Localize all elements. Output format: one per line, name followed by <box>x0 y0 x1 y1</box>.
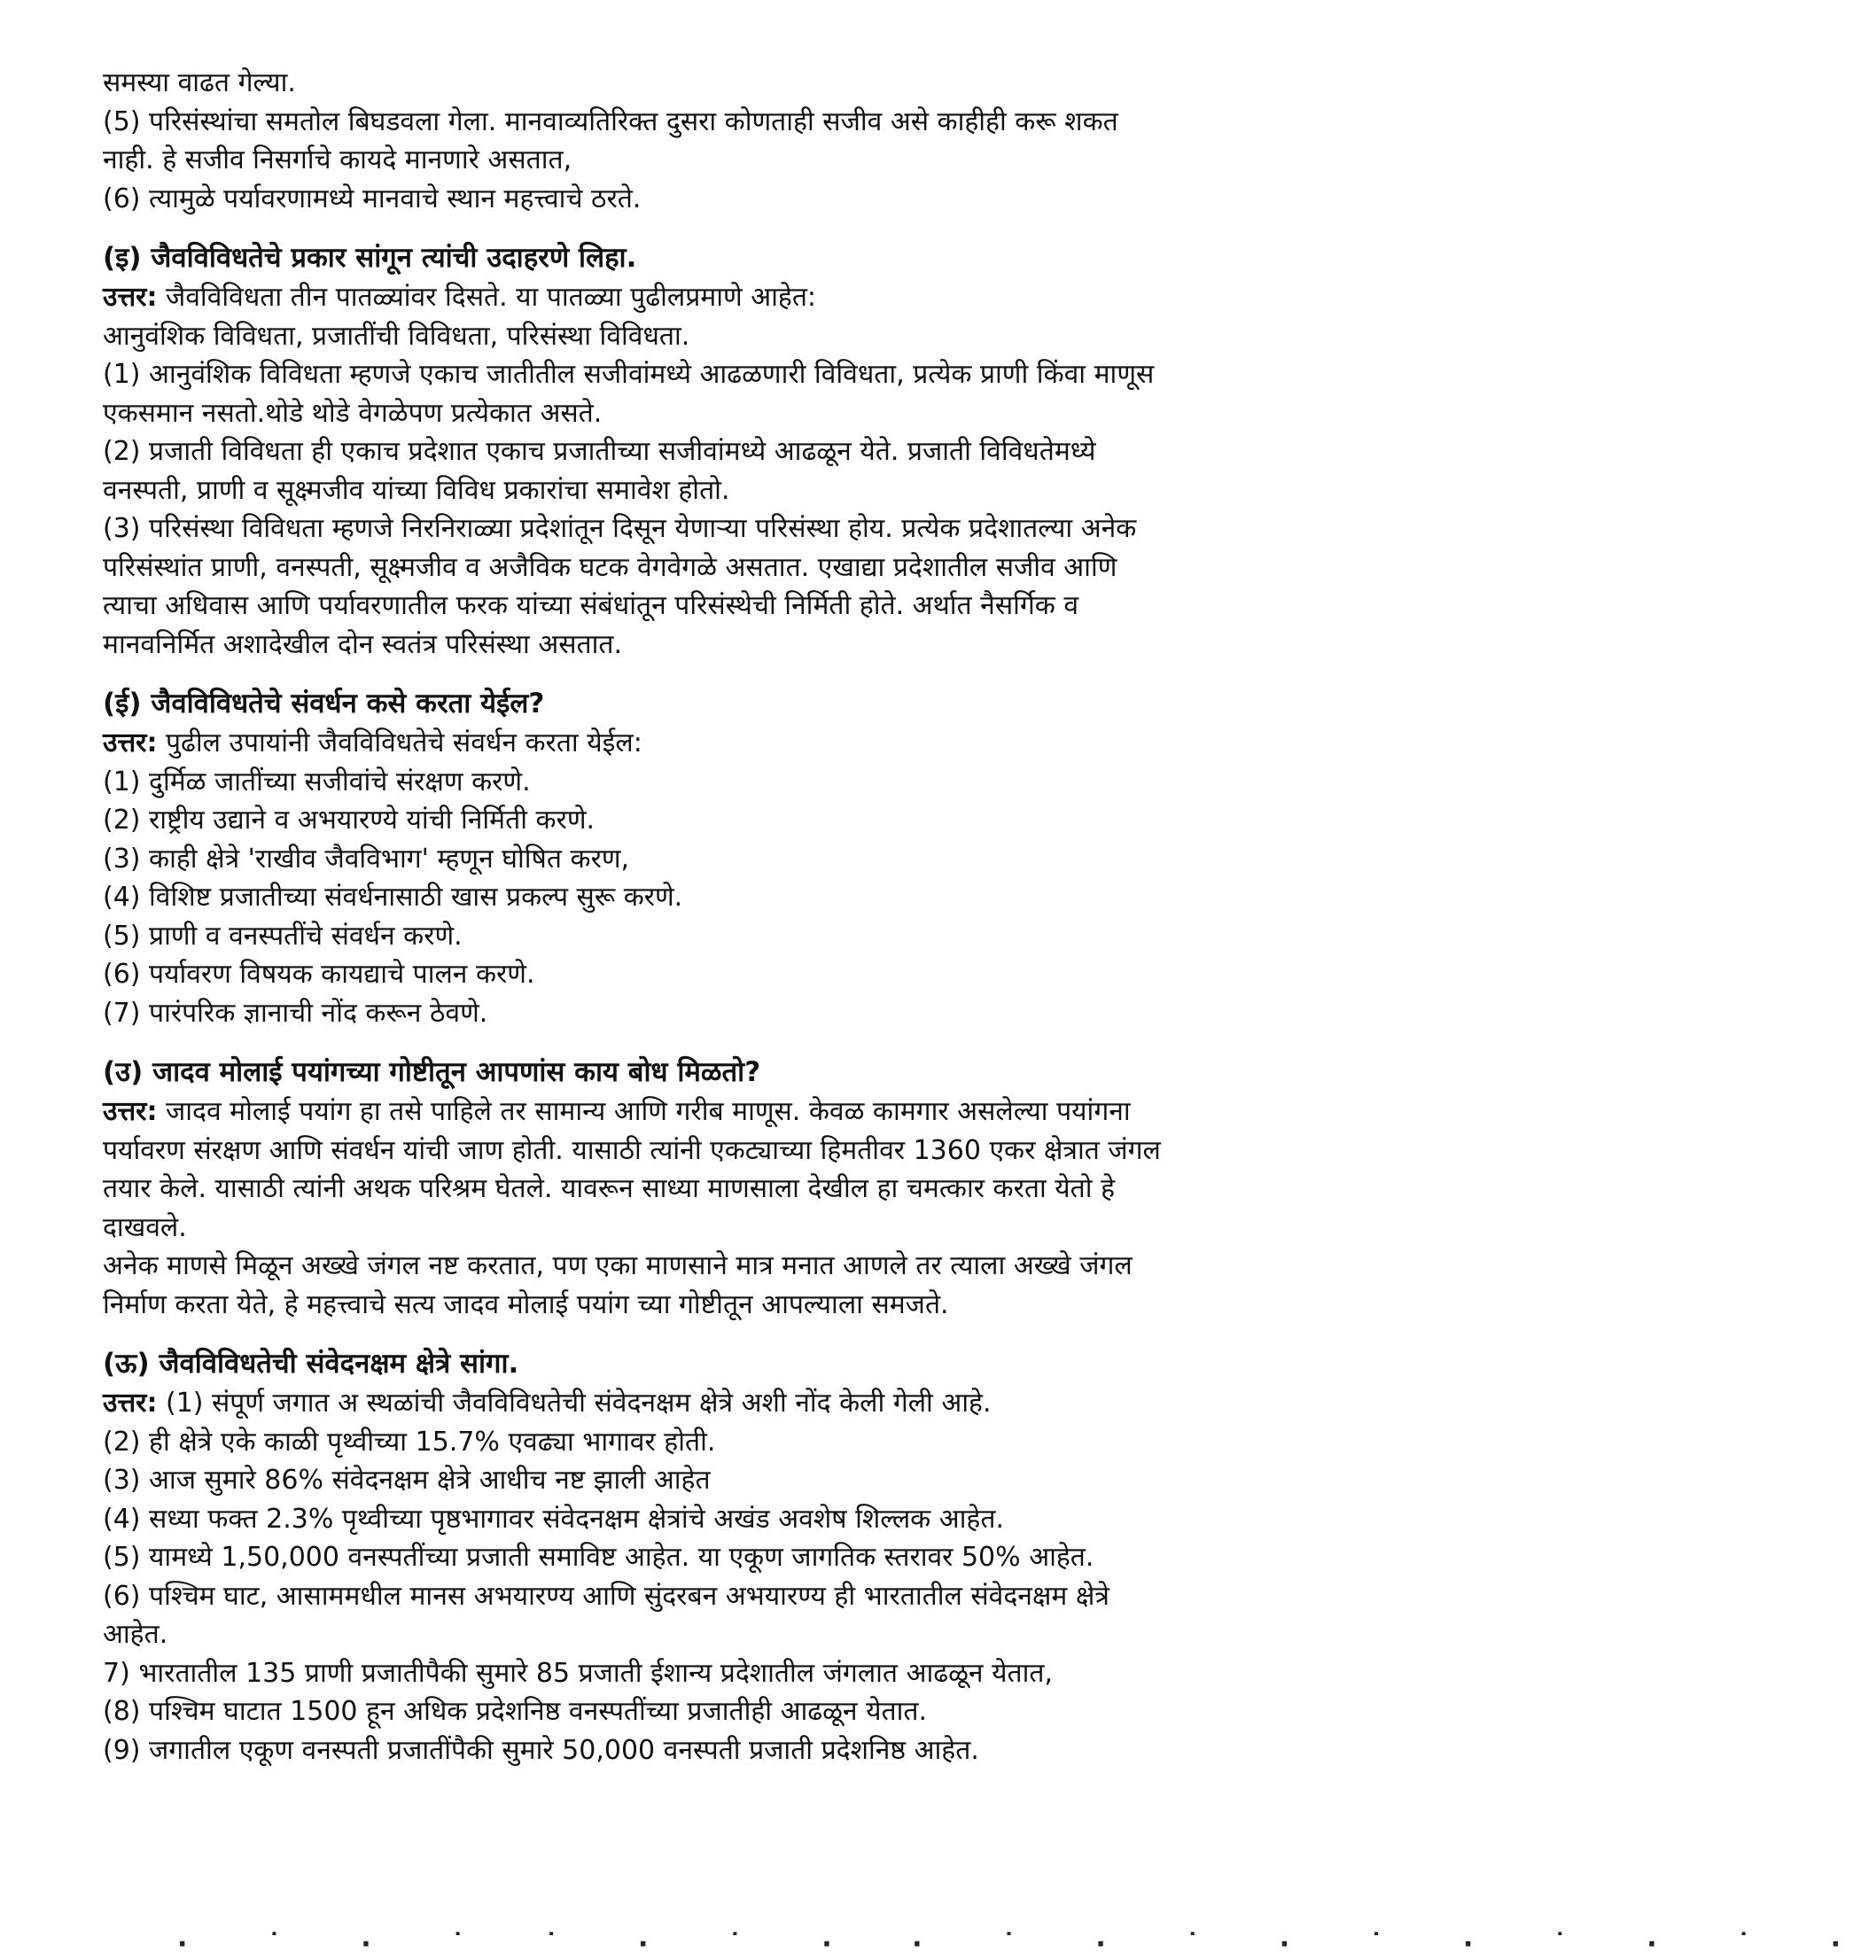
text-line: (7) पारंपरिक ज्ञानाची नोंद करून ठेवणे. <box>103 997 488 1029</box>
question-heading: (ई) जैवविविधतेचे संवर्धन कसे करता येईल? <box>103 688 545 719</box>
text-line: (1) दुर्मिळ जातींच्या सजीवांचे संरक्षण करणे. <box>103 766 531 797</box>
question-section-u <box>103 1052 1405 1324</box>
text-line: (3) परिसंस्था विविधता म्हणजे निरनिराळ्या प्रदेशांतून दिसून येणाऱ्या परिसंस्था होय. प्रत्येक प्रदेशातल्या अनेक <box>103 513 1137 544</box>
question-heading: (इ) जैवविविधतेचे प्रकार सांगून त्यांची उदाहरणे लिहा. <box>103 242 637 274</box>
text-line: समस्या वाढत गेल्या. <box>103 67 296 98</box>
answer-text: पुढील उपायांनी जैवविविधतेचे संवर्धन करता येईल: <box>165 727 642 758</box>
text-line: पर्यावरण संरक्षण आणि संवर्धन यांची जाण होती. यासाठी त्यांनी एकट्याच्या हिमतीवर 1360 एकर क्षेत्रात जंगल <box>103 1134 1161 1166</box>
text-line: (5) प्राणी व वनस्पतींचे संवर्धन करणे. <box>103 920 463 952</box>
text-line: परिसंस्थांत प्राणी, वनस्पती, सूक्ष्मजीव व अजैविक घटक वेगवेगळे असतात. एखाद्या प्रदेशातील सजीव आणि <box>103 551 1117 583</box>
answer-label: उत्तर: <box>103 282 158 313</box>
answer-first-line <box>103 1093 1405 1132</box>
question-section-e <box>103 237 1405 664</box>
text-line: नाही. हे सजीव निसर्गाचे कायदे मानणारे असतात, <box>103 144 572 175</box>
text-line: (3) आज सुमारे 86% संवेदनक्षम क्षेत्रे आधीच नष्ट झाली आहेत <box>103 1465 711 1496</box>
answer-text: जैवविविधता तीन पातळ्यांवर दिसते. या पातळ्या पुढीलप्रमाणे आहेत: <box>165 282 817 313</box>
answer-label: उत्तर: <box>103 1388 158 1419</box>
text-line: मानवनिर्मित अशादेखील दोन स्वतंत्र परिसंस्था असतात. <box>103 628 623 660</box>
text-line: एकसमान नसतो.थोडे थोडे वेगळेपण प्रत्येकात असते. <box>103 397 603 429</box>
text-line: (5) परिसंस्थांचा समतोल बिघडवला गेला. मानवाव्यतिरिक्त दुसरा कोणताही सजीव असे काहीही करू शकत <box>103 105 1118 137</box>
answer-first-line <box>103 278 1405 317</box>
text-line: दाखवले. <box>103 1211 187 1243</box>
question-section-oo <box>103 1343 1405 1769</box>
answer-first-line <box>103 724 1405 763</box>
question-heading: (उ) जादव मोलाई पयांगच्या गोष्टीतून आपणांस काय बोध मिळतो? <box>103 1056 761 1088</box>
text-line: (1) आनुवंशिक विविधता म्हणजे एकाच जातीतील सजीवांमध्ये आढळणारी विविधता, प्रत्येक प्राणी किंवा माणूस <box>103 359 1155 390</box>
text-line: वनस्पती, प्राणी व सूक्ष्मजीव यांच्या विविध प्रकारांचा समावेश होतो. <box>103 474 730 506</box>
text-line: (2) प्रजाती विविधता ही एकाच प्रदेशात एकाच प्रजातीच्या सजीवांमध्ये आढळून येते. प्रजाती विविधतेमध्ये <box>103 436 1096 467</box>
answer-label: उत्तर: <box>103 727 158 758</box>
text-line: आहेत. <box>103 1619 168 1650</box>
text-line: अनेक माणसे मिळून अख्खे जंगल नष्ट करतात, पण एका माणसाने मात्र मनात आणले तर त्याला अख्खे जंगल <box>103 1250 1133 1281</box>
text-line: (8) पश्चिम घाटात 1500 हून अधिक प्रदेशनिष्ठ वनस्पतींच्या प्रजातीही आढळून येतात. <box>103 1696 928 1727</box>
answer-text: जादव मोलाई पयांग हा तसे पाहिले तर सामान्य आणि गरीब माणूस. केवळ कामगार असलेल्या पयांगना <box>165 1096 1131 1127</box>
text-line: आनुवंशिक विविधता, प्रजातींची विविधता, परिसंस्था विविधता. <box>103 320 690 352</box>
question-section-ee <box>103 683 1405 1032</box>
text-line: (3) काही क्षेत्रे 'राखीव जैवविभाग' म्हणून घोषित करण, <box>103 843 630 875</box>
text-line: (2) राष्ट्रीय उद्याने व अभयारण्ये यांची निर्मिती करणे. <box>103 805 595 836</box>
text-line: (6) पर्यावरण विषयक कायद्याचे पालन करणे. <box>103 959 535 990</box>
text-line: 7) भारतातील 135 प्राणी प्रजातीपैकी सुमारे 85 प्रजाती ईशान्य प्रदेशातील जंगलात आढळून येतात, <box>103 1657 1054 1689</box>
cut-off-marks: · ˙ · ˙ ˙ · ˙ · · ˙ · ˙ · ˙ · ˙ · ˙ · <box>177 1929 1876 1960</box>
text-line: (2) ही क्षेत्रे एके काळी पृथ्वीच्या 15.7% एवढ्या भागावर होती. <box>103 1426 716 1458</box>
answer-first-line <box>103 1384 1405 1423</box>
text-line: (4) विशिष्ट प्रजातीच्या संवर्धनासाठी खास प्रकल्प सुरू करणे. <box>103 882 683 913</box>
text-line: (4) सध्या फक्त 2.3% पृथ्वीच्या पृष्ठभागावर संवेदनक्षम क्षेत्रांचे अखंड अवशेष शिल्लक आहेत. <box>103 1503 1004 1535</box>
text-line: (6) पश्चिम घाट, आसाममधील मानस अभयारण्य आणि सुंदरबन अभयारण्य ही भारतातील संवेदनक्षम क्षेत्रे <box>103 1580 1109 1612</box>
document-page <box>103 64 1405 1769</box>
answer-text: (1) संपूर्ण जगात अ स्थळांची जैवविविधतेची संवेदनक्षम क्षेत्रे अशी नोंद केली गेली आहे. <box>165 1388 992 1419</box>
text-line: तयार केले. यासाठी त्यांनी अथक परिश्रम घेतले. यावरून साध्या माणसाला देखील हा चमत्कार करता येतो हे <box>103 1173 1116 1204</box>
text-line: (9) जगातील एकूण वनस्पती प्रजातींपैकी सुमारे 50,000 वनस्पती प्रजाती प्रदेशनिष्ठ आहेत. <box>103 1734 979 1766</box>
text-line: निर्माण करता येते, हे महत्त्वाचे सत्य जादव मोलाई पयांग च्या गोष्टीतून आपल्याला समजते. <box>103 1288 949 1320</box>
text-line: त्याचा अधिवास आणि पर्यावरणातील फरक यांच्या संबंधांतून परिसंस्थेची निर्मिती होते. अर्थात नैसर्गिक व <box>103 590 1079 621</box>
cut-off-text-fragment <box>177 1929 1876 1960</box>
intro-block <box>103 64 1405 218</box>
answer-label: उत्तर: <box>103 1096 158 1127</box>
question-heading: (ऊ) जैवविविधतेची संवेदनक्षम क्षेत्रे सांगा. <box>103 1348 519 1380</box>
text-line: (5) यामध्ये 1,50,000 वनस्पतींच्या प्रजाती समाविष्ट आहेत. या एकूण जागतिक स्तरावर 50% आहेत. <box>103 1542 1094 1573</box>
text-line: (6) त्यामुळे पर्यावरणामध्ये मानवाचे स्थान महत्त्वाचे ठरते. <box>103 183 642 214</box>
